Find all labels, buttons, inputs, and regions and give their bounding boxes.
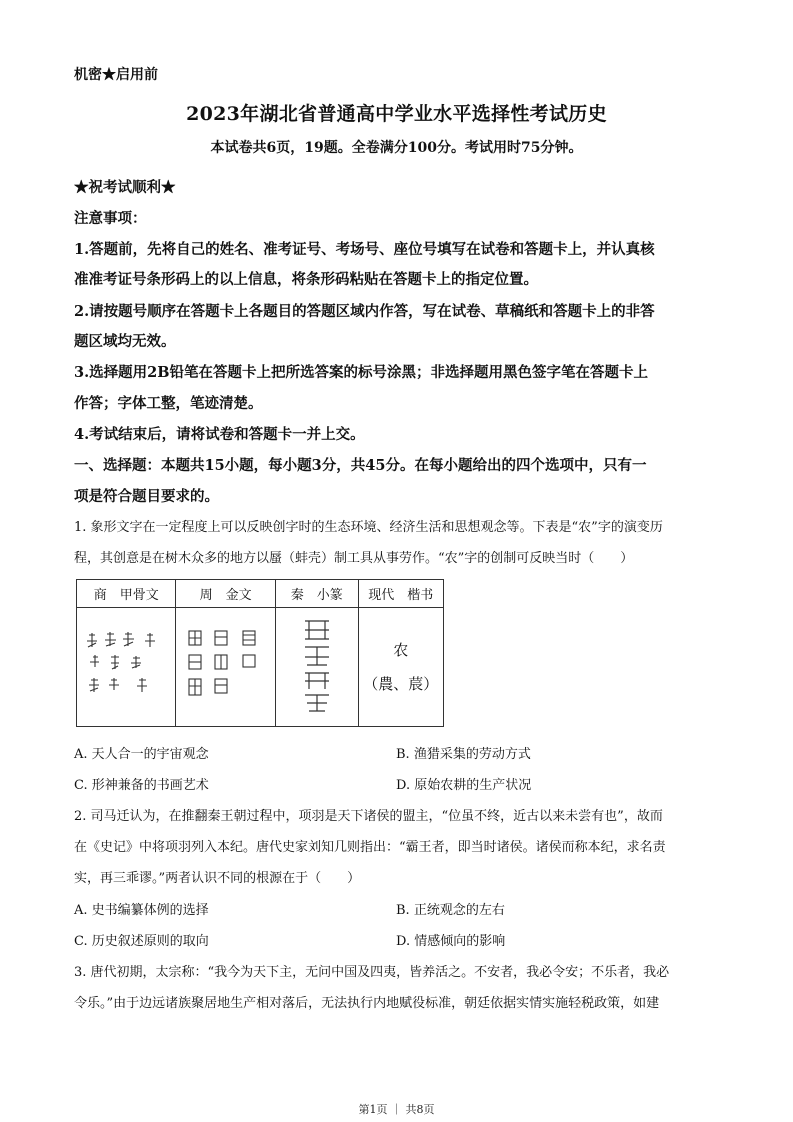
exam-title: 2023年湖北省普通高中学业水平选择性考试历史	[186, 103, 607, 125]
secret-label: 机密★启用前	[74, 67, 158, 83]
q2-option-c: C. 历史叙述原则的取向	[74, 934, 209, 949]
section-heading-cont: 项是符合题目要求的。	[74, 488, 219, 505]
notice-line: 题区域均无效。	[74, 333, 176, 350]
modern-character: 农	[393, 641, 409, 659]
character-evolution-table	[76, 579, 444, 727]
q1-option-b: B. 渔猎采集的劳动方式	[396, 747, 531, 762]
q1-option-d: D. 原始农耕的生产状况	[396, 778, 532, 793]
notice-line: 2.请按题号顺序在答题卡上各题目的答题区域内作答，写在试卷、草稿纸和答题卡上的非答	[74, 303, 655, 320]
notice-line: 3.选择题用2B铅笔在答题卡上把所选答案的标号涂黑；非选择题用黑色签字笔在答题卡上	[74, 364, 648, 381]
q2-option-a: A. 史书编纂体例的选择	[74, 903, 209, 918]
question-2-text: 2. 司马迁认为，在推翻秦王朝过程中，项羽是天下诸侯的盟主，“位虽不终，近古以来未尝有也”，故而	[74, 809, 663, 824]
notice-line: 4.考试结束后，请将试卷和答题卡一并上交。	[74, 426, 365, 443]
regular-script-cell	[358, 608, 443, 727]
section-heading: 一、选择题：本题共15小题，每小题3分，共45分。在每小题给出的四个选项中，只有一	[74, 457, 647, 474]
table-header-seal: 秦 小篆	[275, 580, 358, 608]
q2-option-b: B. 正统观念的左右	[396, 903, 505, 918]
oracle-bone-glyphs	[77, 608, 176, 727]
bronze-glyph-image	[181, 625, 271, 705]
seal-script-glyph-image	[287, 615, 347, 715]
q1-option-a: A. 天人合一的宇宙观念	[74, 747, 209, 762]
oracle-bone-glyph-image	[81, 625, 171, 705]
question-3-text: 3. 唐代初期，太宗称：“我今为天下主，无问中国及四夷，皆养活之。不安者，我必令安；不乐者，我必	[74, 965, 670, 980]
table-header-regular: 现代 楷书	[358, 580, 443, 608]
modern-character-variants: （農、莀）	[363, 675, 439, 693]
question-2-text-cont: 在《史记》中将项羽列入本纪。唐代史家刘知几则指出：“霸王者，即当时诸侯。诸侯而称本纪，求名责	[74, 840, 666, 855]
question-2-text-cont: 实，再三乖谬。”两者认识不同的根源在于（ ）	[74, 871, 361, 886]
notice-line: 作答；字体工整，笔迹清楚。	[74, 395, 263, 412]
wish-line: ★祝考试顺利★	[74, 179, 176, 196]
page-footer: 第1页 ｜ 共8页	[358, 1103, 435, 1116]
exam-subtitle: 本试卷共6页，19题。全卷满分100分。考试用时75分钟。	[210, 140, 583, 156]
notice-line: 准准考证号条形码上的以上信息，将条形码粘贴在答题卡上的指定位置。	[74, 271, 538, 288]
notice-line: 1.答题前，先将自己的姓名、准考证号、考场号、座位号填写在试卷和答题卡上，并认真核	[74, 241, 655, 258]
table-header-bronze: 周 金文	[176, 580, 275, 608]
question-3-text-cont: 令乐。”由于边远诸族聚居地生产相对落后，无法执行内地赋役标准，朝廷依据实情实施轻税政策，如建	[74, 996, 660, 1011]
q1-option-c: C. 形神兼备的书画艺术	[74, 778, 209, 793]
question-1-text-cont: 程，其创意是在树木众多的地方以蜃（蚌壳）制工具从事劳作。“农”字的创制可反映当时（ ）	[74, 551, 634, 566]
bronze-glyphs	[176, 608, 275, 727]
q2-option-d: D. 情感倾向的影响	[396, 934, 506, 949]
seal-script-glyphs	[275, 608, 358, 727]
question-1-text: 1. 象形文字在一定程度上可以反映创字时的生态环境、经济生活和思想观念等。下表是“农”字的演变历	[74, 520, 663, 535]
notice-heading: 注意事项：	[74, 210, 147, 227]
table-header-oracle: 商 甲骨文	[77, 580, 176, 608]
